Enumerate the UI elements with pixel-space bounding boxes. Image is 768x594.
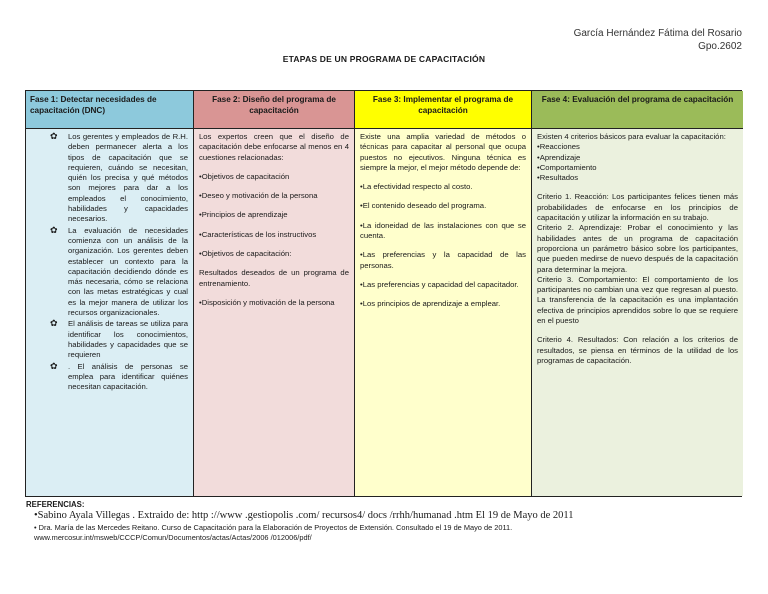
list-item: •La idoneidad de las instalaciones con que se cuenta. — [360, 220, 526, 241]
list-item: •Objetivos de capacitación — [199, 171, 290, 181]
list-item: •Características de los instructivos — [199, 229, 317, 239]
group-label: Gpo.2602 — [698, 41, 742, 52]
phase-3-body — [355, 129, 532, 496]
phase-3-header: Fase 3: Implementar el programa de capacitación — [355, 91, 532, 129]
list-item: •Comportamiento — [537, 162, 597, 172]
list-item: •Deseo y motivación de la persona — [199, 191, 318, 201]
phases-table — [25, 90, 742, 497]
phase-3-intro: Existe una amplia variedad de métodos o técnicas para capacitar al personal que ocupa puestos no ejecutivos. Ninguna técnica es siempre la mejor, el mejor método depende de: — [360, 132, 526, 172]
flower-bullet-icon: ✿ — [50, 131, 58, 141]
list-item: •Las preferencias y la capacidad de las personas. — [360, 250, 526, 270]
reference-2 — [26, 523, 742, 542]
list-item: •El contenido deseado del programa. — [360, 201, 487, 211]
references-title: REFERENCIAS: — [26, 500, 85, 509]
list-item: •Disposición y motivación de la persona — [199, 297, 335, 307]
flower-bullet-icon: ✿ — [50, 360, 58, 371]
list-item: Resultados deseados de un programa de entrenamiento. — [199, 268, 349, 288]
criterion-3: Criterio 3. Comportamiento: El comportamiento de los participantes no cambian una vez que regresan al puesto. La transferencia de la capacitación es una implantación efectiva de principios aprendidos sobre lo que se requiere en el puesto — [537, 274, 738, 326]
list-item: •Las preferencias y capacidad del capacitador. — [360, 279, 519, 289]
phase-2-header: Fase 2: Diseño del programa de capacitación — [194, 91, 355, 129]
list-item: •Aprendizaje — [537, 152, 581, 162]
references — [26, 500, 742, 542]
list-item: ✿ La evaluación de necesidades comienza con un análisis de la organización. Los gerentes deben establecer un contexto para la capacitación decidiendo dónde es más necesaria, cómo se relaciona con las metas estratégicas y cual es la mejor manera de utilizar los recursos organizacionales. — [50, 224, 188, 318]
document-title: ETAPAS DE UN PROGRAMA DE CAPACITACIÓN — [282, 54, 486, 64]
phase-4-body — [532, 129, 743, 496]
criterion-4: Criterio 4. Resultados: Con relación a los criterios de resultados, se piensa en términos de la utilidad de los programas de capacitación. — [537, 335, 738, 365]
phase-4-header: Fase 4: Evaluación del programa de capacitación — [532, 91, 743, 129]
list-item: ✿ El análisis de tareas se utiliza para identificar los conocimientos, habilidades y capacidades que se requieren — [50, 318, 188, 360]
phase-1-body — [26, 129, 194, 496]
author-block — [574, 27, 742, 53]
phase-2-body — [194, 129, 355, 496]
phase-1-list — [31, 132, 188, 392]
criterion-1: Criterio 1. Reacción: Los participantes felices tienen más probabilidades de enfocarse en los principios de capacitación y utilizar la información en su trabajo. — [537, 192, 738, 223]
flower-bullet-icon: ✿ — [50, 318, 58, 329]
author-name: García Hernández Fátima del Rosario — [573, 28, 742, 39]
list-item: •Objetivos de capacitación: — [199, 249, 292, 259]
list-item: •Principios de aprendizaje — [199, 210, 288, 220]
phase-4-intro: Existen 4 criterios básicos para evaluar la capacitación: — [537, 132, 726, 141]
list-item: •La efectividad respecto al costo. — [360, 182, 473, 192]
list-item: •Resultados — [537, 173, 579, 183]
reference-2-line-2: www.mercosur.int/msweb/CCCP/Comun/Documentos/actas/Actas/2006 /012006/pdf/ — [34, 532, 312, 542]
phase-2-intro: Los expertos creen que el diseño de capacitación debe enfocarse al menos en 4 cuestiones relacionadas: — [199, 132, 349, 162]
list-item: •Reacciones — [537, 142, 580, 152]
reference-1: •Sabino Ayala Villegas . Extraido de: http ://www .gestiopolis .com/ recursos4/ docs /rrhh/humanad .htm El 19 de Mayo de 2011 — [34, 510, 574, 521]
phase-1-header: Fase 1: Detectar necesidades de capacitación (DNC) — [26, 91, 194, 129]
reference-2-line-1: • Dra. María de las Mercedes Reitano. Curso de Capacitación para la Elaboración de Proyectos de Extensión. Consultado el 19 de Mayo de 2011. — [34, 523, 513, 532]
flower-bullet-icon: ✿ — [50, 224, 58, 235]
list-item: ✿ Los gerentes y empleados de R.H. deben permanecer alerta a los tipos de capacitación que se requieren, cuándo se necesitan, quién los precisa y qué métodos son mejores para dar a los empleados el conocimiento, habilidades y capacidades necesarios. — [50, 131, 188, 224]
list-item: •Los principios de aprendizaje a emplear. — [360, 299, 501, 309]
criterion-2: Criterio 2. Aprendizaje: Probar el conocimiento y las habilidades antes de un programa de capacitación proporciona un parámetro básico sobre los participantes, que pueden medirse de nuevo después de la capacitación para determinar la mejora. — [537, 223, 738, 274]
list-item: ✿ . El análisis de personas se emplea para identificar quiénes necesitan capacitación. — [50, 360, 188, 392]
